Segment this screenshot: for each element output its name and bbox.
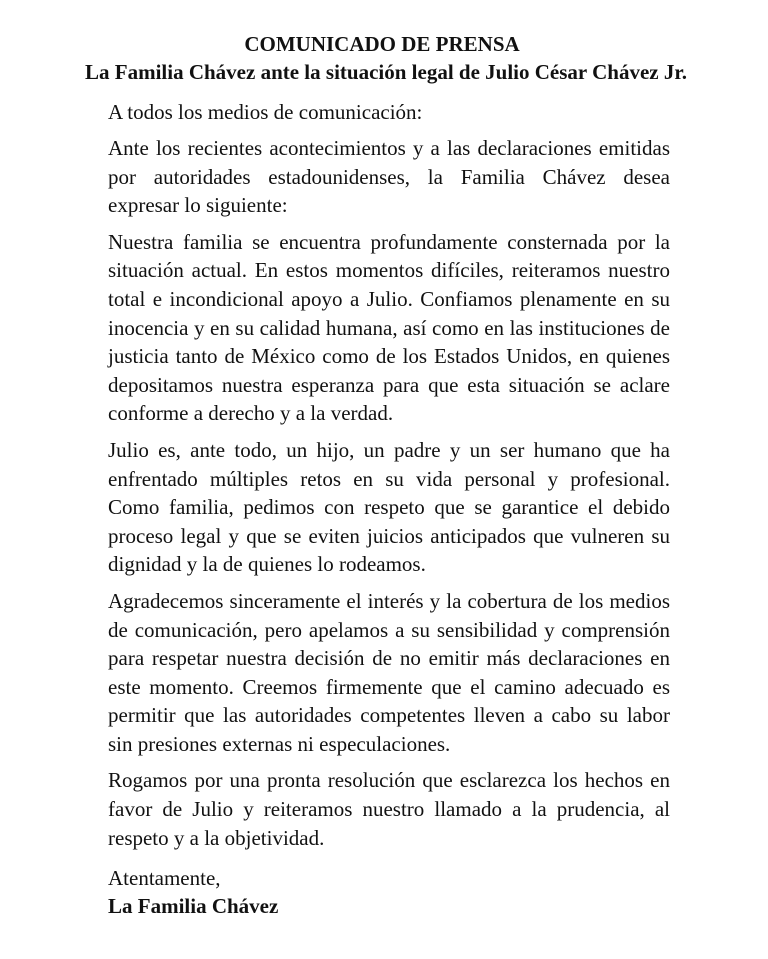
- closing: Atentamente,: [108, 866, 221, 891]
- document-subtitle: La Familia Chávez ante la situación legal de Julio César Chávez Jr.: [85, 60, 687, 84]
- paragraph-support: Nuestra familia se encuentra profundamente consternada por la situación actual. En estos momentos difíciles, reiteramos nuestro total e incondicional apoyo a Julio. Confiamos plenamente en su inocencia y en su calidad humana, así como en las instituciones de justicia tanto de México como de los Estados Unidos, en quienes depositamos nuestra esperanza para que esta situación se aclare conforme a derecho y a la verdad.: [108, 229, 670, 426]
- signature: La Familia Chávez: [108, 894, 279, 919]
- press-release-header: [85, 30, 687, 86]
- paragraph-media: Agradecemos sinceramente el interés y la cobertura de los medios de comunicación, pero apelamos a su sensibilidad y comprensión para respetar nuestra decisión de no emitir más declaraciones en este momento. Creemos firmemente que el camino adecuado es permitir que las autoridades competentes lleven a cabo su labor sin presiones externas ni especulaciones.: [108, 588, 670, 756]
- paragraph-due-process: Julio es, ante todo, un hijo, un padre y un ser humano que ha enfrentado múltiples retos en su vida personal y profesional. Como familia, pedimos con respeto que se garantice el debido proceso legal y que se eviten juicios anticipados que vulneren su dignidad y la de quienes lo rodeamos.: [108, 437, 670, 577]
- document-title: COMUNICADO DE PRENSA: [244, 32, 520, 56]
- paragraph-resolution: Rogamos por una pronta resolución que esclarezca los hechos en favor de Julio y reiteramos nuestro llamado a la prudencia, al respeto y a la objetividad.: [108, 768, 670, 850]
- paragraph-intro: Ante los recientes acontecimientos y a las declaraciones emitidas por autoridades estadounidenses, la Familia Chávez desea expresar lo siguiente:: [108, 136, 670, 218]
- salutation: A todos los medios de comunicación:: [108, 100, 423, 124]
